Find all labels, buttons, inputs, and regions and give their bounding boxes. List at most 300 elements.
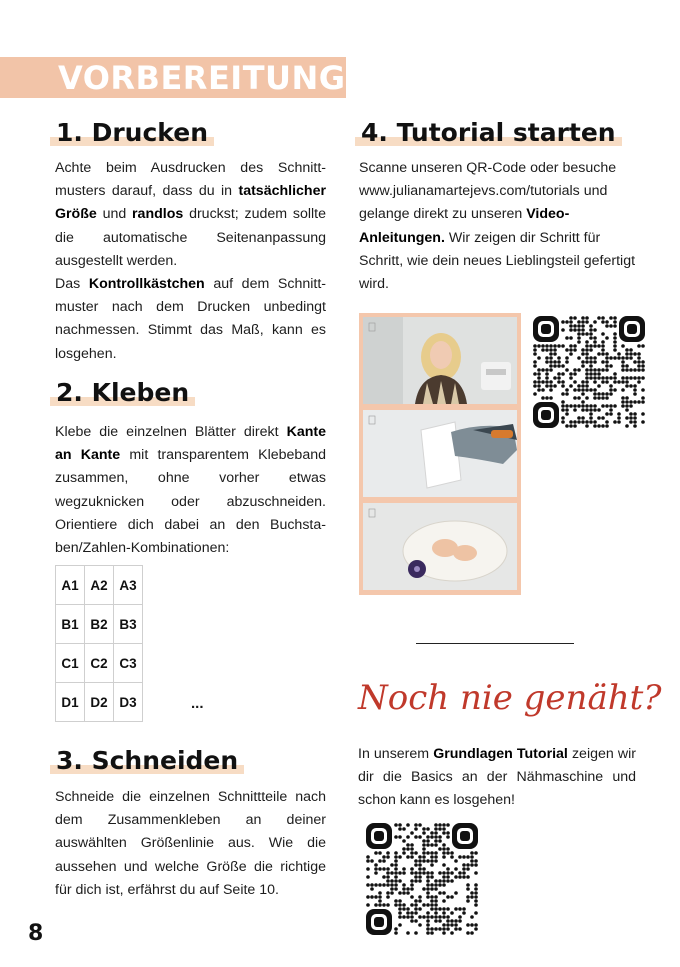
- qr-module: [581, 420, 585, 424]
- qr-module: [561, 392, 565, 396]
- qr-code-tutorials[interactable]: [533, 316, 645, 433]
- qr-module: [390, 887, 394, 891]
- qr-module: [577, 384, 581, 388]
- qr-module: [601, 376, 605, 380]
- qr-module: [450, 851, 454, 855]
- qr-module: [605, 376, 609, 380]
- qr-module: [545, 380, 549, 384]
- qr-module: [597, 376, 601, 380]
- qr-module: [370, 887, 374, 891]
- qr-module: [466, 863, 470, 867]
- qr-module: [382, 859, 386, 863]
- qr-module: [430, 863, 434, 867]
- qr-module: [454, 867, 458, 871]
- qr-module: [617, 380, 621, 384]
- qr-module: [637, 344, 641, 348]
- qr-module: [438, 827, 442, 831]
- qr-module: [438, 919, 442, 923]
- qr-module: [589, 332, 593, 336]
- qr-module: [430, 851, 434, 855]
- qr-module: [442, 907, 446, 911]
- qr-module: [434, 899, 438, 903]
- qr-module: [446, 923, 450, 927]
- qr-module: [549, 356, 553, 360]
- ellipsis: ...: [191, 695, 204, 712]
- qr-module: [549, 352, 553, 356]
- qr-module: [593, 404, 597, 408]
- qr-module: [402, 851, 406, 855]
- qr-module: [589, 344, 593, 348]
- qr-module: [430, 887, 434, 891]
- qr-module: [585, 340, 589, 344]
- script-title-text: Noch nie genäht?: [358, 678, 662, 718]
- qr-module: [474, 887, 478, 891]
- qr-module: [402, 887, 406, 891]
- qr-module: [434, 843, 438, 847]
- qr-module: [549, 368, 553, 372]
- qr-module: [426, 915, 430, 919]
- qr-module: [621, 400, 625, 404]
- qr-module: [422, 867, 426, 871]
- qr-module: [569, 372, 573, 376]
- qr-module: [410, 871, 414, 875]
- qr-module: [621, 388, 625, 392]
- qr-module: [557, 356, 561, 360]
- qr-module: [549, 360, 553, 364]
- qr-module: [629, 400, 633, 404]
- qr-module: [625, 364, 629, 368]
- qr-module: [434, 851, 438, 855]
- qr-module: [410, 847, 414, 851]
- qr-module: [422, 827, 426, 831]
- qr-module: [597, 372, 601, 376]
- qr-module: [442, 879, 446, 883]
- qr-module: [446, 823, 450, 827]
- qr-module: [537, 344, 541, 348]
- basics-text: In unserem Grundlagen Tutorial zeigen wir dir die Basics an der Nähmaschine und schon kann es losgehen!: [358, 746, 636, 809]
- qr-module: [585, 380, 589, 384]
- qr-module: [585, 372, 589, 376]
- qr-module: [609, 404, 613, 408]
- qr-module: [601, 396, 605, 400]
- qr-module: [438, 891, 442, 895]
- qr-module: [434, 895, 438, 899]
- qr-module: [426, 879, 430, 883]
- video-thumbnail-ironing[interactable]: [363, 410, 517, 497]
- qr-module: [402, 871, 406, 875]
- qr-module: [458, 915, 462, 919]
- qr-module: [410, 867, 414, 871]
- qr-module: [442, 863, 446, 867]
- tutorial-text: Scanne unseren QR-Code oder besuche www.julianamartejevs.com/tutorials und gelange direkt zu unseren Video-Anleitungen. Wir zeigen dir Schritt für Schritt, wie dein neues Lieblingsteil gefertigt wird.: [359, 160, 636, 293]
- qr-module: [422, 839, 426, 843]
- qr-module: [585, 356, 589, 360]
- qr-module: [414, 879, 418, 883]
- qr-module: [573, 396, 577, 400]
- qr-module: [442, 875, 446, 879]
- qr-module: [565, 320, 569, 324]
- qr-module: [430, 927, 434, 931]
- qr-module: [533, 364, 537, 368]
- qr-module: [545, 356, 549, 360]
- qr-module: [621, 396, 625, 400]
- qr-module: [609, 408, 613, 412]
- qr-module: [545, 344, 549, 348]
- qr-module: [573, 372, 577, 376]
- qr-module: [569, 352, 573, 356]
- qr-module: [378, 867, 382, 871]
- qr-module: [426, 887, 430, 891]
- qr-module: [541, 380, 545, 384]
- qr-module: [442, 927, 446, 931]
- qr-module: [430, 915, 434, 919]
- qr-module: [450, 879, 454, 883]
- qr-module: [593, 408, 597, 412]
- qr-module: [589, 388, 593, 392]
- qr-module: [430, 855, 434, 859]
- qr-module: [573, 324, 577, 328]
- qr-module: [426, 903, 430, 907]
- qr-module: [434, 835, 438, 839]
- qr-module: [450, 931, 454, 935]
- qr-module: [446, 835, 450, 839]
- qr-module: [553, 376, 557, 380]
- qr-module: [398, 823, 402, 827]
- qr-module: [641, 420, 645, 424]
- qr-module: [414, 851, 418, 855]
- qr-module: [394, 859, 398, 863]
- qr-module: [414, 863, 418, 867]
- qr-module: [402, 903, 406, 907]
- qr-module: [601, 424, 605, 428]
- qr-module: [569, 348, 573, 352]
- qr-module: [410, 903, 414, 907]
- qr-module: [454, 919, 458, 923]
- qr-module: [549, 380, 553, 384]
- qr-module: [613, 316, 617, 320]
- qr-module: [374, 851, 378, 855]
- qr-module: [402, 883, 406, 887]
- qr-module: [426, 927, 430, 931]
- qr-module: [434, 887, 438, 891]
- qr-module: [629, 376, 633, 380]
- qr-module: [609, 392, 613, 396]
- qr-module: [633, 424, 637, 428]
- qr-module: [537, 368, 541, 372]
- qr-module: [629, 420, 633, 424]
- qr-module: [434, 839, 438, 843]
- qr-module: [418, 823, 422, 827]
- qr-module: [601, 368, 605, 372]
- qr-module: [601, 320, 605, 324]
- qr-module: [466, 895, 470, 899]
- qr-module: [593, 368, 597, 372]
- video-thumbnail-pinning[interactable]: [363, 503, 517, 590]
- qr-module: [418, 907, 422, 911]
- qr-module: [637, 380, 641, 384]
- qr-module: [398, 871, 402, 875]
- qr-module: [446, 919, 450, 923]
- qr-module: [426, 827, 430, 831]
- qr-module: [577, 388, 581, 392]
- qr-module: [442, 891, 446, 895]
- qr-module: [406, 915, 410, 919]
- qr-module: [537, 384, 541, 388]
- qr-module: [577, 320, 581, 324]
- qr-module: [386, 867, 390, 871]
- qr-module: [549, 384, 553, 388]
- qr-module: [625, 352, 629, 356]
- qr-module: [589, 324, 593, 328]
- qr-module: [442, 923, 446, 927]
- qr-code-basics[interactable]: [366, 823, 478, 940]
- qr-module: [549, 364, 553, 368]
- qr-module: [541, 388, 545, 392]
- qr-module: [398, 911, 402, 915]
- qr-module: [450, 871, 454, 875]
- qr-module: [581, 400, 585, 404]
- qr-module: [633, 420, 637, 424]
- qr-module: [398, 855, 402, 859]
- qr-module: [581, 352, 585, 356]
- qr-module: [581, 364, 585, 368]
- qr-module: [386, 871, 390, 875]
- qr-module: [438, 871, 442, 875]
- qr-module: [581, 388, 585, 392]
- qr-module: [434, 855, 438, 859]
- qr-module: [629, 348, 633, 352]
- qr-module: [609, 384, 613, 388]
- qr-module: [577, 336, 581, 340]
- qr-module: [613, 344, 617, 348]
- drucken-text: Achte beim Ausdrucken des Schnittmusters darauf, dass du in tatsächlicher Größe und randlos druckst; zudem sollte die automatische Seitenanpassung ausgestellt werden. Das Kontrollkästchen auf dem Schnittmuster nach dem Drucken unbedingt nachmessen. Stimmt das Maß, kann es losgehen.: [55, 160, 327, 362]
- qr-module: [366, 903, 370, 907]
- video-thumbnails[interactable]: [359, 313, 521, 595]
- qr-module: [418, 875, 422, 879]
- qr-module: [474, 883, 478, 887]
- qr-module: [633, 400, 637, 404]
- qr-module: [386, 875, 390, 879]
- qr-module: [406, 843, 410, 847]
- qr-module: [605, 324, 609, 328]
- qr-module: [434, 915, 438, 919]
- qr-module: [438, 835, 442, 839]
- qr-module: [430, 831, 434, 835]
- qr-module: [581, 332, 585, 336]
- qr-module: [533, 384, 537, 388]
- qr-module: [454, 927, 458, 931]
- qr-module: [466, 875, 470, 879]
- qr-module: [597, 424, 601, 428]
- qr-module: [557, 344, 561, 348]
- qr-module: [585, 320, 589, 324]
- qr-module: [593, 336, 597, 340]
- qr-module: [414, 835, 418, 839]
- qr-module: [613, 336, 617, 340]
- qr-module: [541, 368, 545, 372]
- qr-module: [569, 336, 573, 340]
- qr-module: [561, 344, 565, 348]
- qr-module: [418, 855, 422, 859]
- qr-module: [410, 911, 414, 915]
- qr-module: [458, 871, 462, 875]
- qr-module: [605, 392, 609, 396]
- qr-module: [545, 376, 549, 380]
- qr-module: [410, 879, 414, 883]
- qr-module: [573, 420, 577, 424]
- qr-module: [597, 408, 601, 412]
- qr-module: [442, 883, 446, 887]
- qr-module: [398, 907, 402, 911]
- qr-module: [537, 356, 541, 360]
- qr-module: [581, 392, 585, 396]
- qr-module: [589, 348, 593, 352]
- qr-module: [470, 915, 474, 919]
- qr-module: [430, 895, 434, 899]
- qr-module: [422, 843, 426, 847]
- qr-module: [394, 899, 398, 903]
- qr-module: [545, 384, 549, 388]
- qr-module: [553, 360, 557, 364]
- qr-module: [434, 919, 438, 923]
- qr-module: [601, 392, 605, 396]
- qr-module: [382, 883, 386, 887]
- qr-module: [641, 396, 645, 400]
- qr-module: [370, 895, 374, 899]
- qr-module: [533, 372, 537, 376]
- qr-module: [446, 867, 450, 871]
- qr-module: [609, 412, 613, 416]
- qr-module: [406, 835, 410, 839]
- qr-module: [557, 376, 561, 380]
- qr-module: [470, 891, 474, 895]
- qr-module: [422, 915, 426, 919]
- qr-module: [633, 412, 637, 416]
- qr-module: [613, 320, 617, 324]
- qr-module: [577, 368, 581, 372]
- qr-module: [613, 332, 617, 336]
- qr-module: [382, 875, 386, 879]
- qr-module: [442, 931, 446, 935]
- qr-module: [569, 344, 573, 348]
- qr-module: [454, 891, 458, 895]
- qr-module: [637, 368, 641, 372]
- qr-module: [613, 348, 617, 352]
- qr-module: [366, 855, 370, 859]
- qr-module: [426, 835, 430, 839]
- qr-module: [541, 344, 545, 348]
- qr-module: [474, 891, 478, 895]
- qr-module: [430, 835, 434, 839]
- qr-module: [414, 919, 418, 923]
- qr-module: [601, 352, 605, 356]
- qr-module: [450, 855, 454, 859]
- qr-module: [426, 843, 430, 847]
- qr-module: [601, 344, 605, 348]
- qr-module: [450, 923, 454, 927]
- qr-module: [593, 392, 597, 396]
- qr-module: [422, 871, 426, 875]
- heading-schneiden: 3. Schneiden: [50, 746, 244, 776]
- qr-module: [537, 388, 541, 392]
- qr-module: [470, 923, 474, 927]
- qr-module: [378, 851, 382, 855]
- qr-module: [374, 867, 378, 871]
- qr-module: [402, 847, 406, 851]
- qr-module: [434, 827, 438, 831]
- script-title: [356, 665, 662, 725]
- qr-module: [609, 356, 613, 360]
- qr-module: [561, 408, 565, 412]
- qr-module: [581, 316, 585, 320]
- qr-module: [418, 859, 422, 863]
- qr-module: [621, 404, 625, 408]
- qr-module: [613, 380, 617, 384]
- qr-module: [474, 851, 478, 855]
- qr-module: [378, 903, 382, 907]
- qr-module: [434, 883, 438, 887]
- qr-module: [426, 919, 430, 923]
- qr-module: [573, 368, 577, 372]
- qr-module: [446, 879, 450, 883]
- qr-module: [414, 907, 418, 911]
- qr-module: [366, 867, 370, 871]
- qr-module: [589, 412, 593, 416]
- qr-module: [450, 911, 454, 915]
- qr-module: [637, 352, 641, 356]
- qr-module: [573, 328, 577, 332]
- qr-module: [613, 356, 617, 360]
- qr-module: [561, 380, 565, 384]
- qr-module: [430, 931, 434, 935]
- qr-module: [629, 412, 633, 416]
- qr-module: [422, 831, 426, 835]
- heading-drucken: 1. Drucken: [50, 118, 214, 148]
- qr-module: [454, 923, 458, 927]
- qr-module: [621, 344, 625, 348]
- qr-module: [470, 895, 474, 899]
- qr-module: [625, 356, 629, 360]
- qr-module: [386, 903, 390, 907]
- qr-module: [621, 356, 625, 360]
- qr-module: [577, 332, 581, 336]
- qr-module: [629, 416, 633, 420]
- qr-module: [613, 388, 617, 392]
- qr-module: [462, 875, 466, 879]
- qr-module: [406, 823, 410, 827]
- qr-module: [430, 899, 434, 903]
- qr-module: [422, 887, 426, 891]
- qr-module: [450, 919, 454, 923]
- qr-module: [410, 915, 414, 919]
- qr-module: [430, 859, 434, 863]
- video-thumbnail-intro[interactable]: [363, 317, 517, 404]
- qr-module: [621, 368, 625, 372]
- qr-module: [577, 420, 581, 424]
- qr-module: [438, 839, 442, 843]
- qr-module: [617, 416, 621, 420]
- qr-module: [585, 348, 589, 352]
- qr-module: [430, 843, 434, 847]
- qr-module: [585, 368, 589, 372]
- qr-module: [621, 360, 625, 364]
- qr-module: [474, 927, 478, 931]
- qr-module: [641, 344, 645, 348]
- qr-module: [641, 360, 645, 364]
- qr-module: [394, 855, 398, 859]
- qr-module: [386, 855, 390, 859]
- qr-module: [585, 388, 589, 392]
